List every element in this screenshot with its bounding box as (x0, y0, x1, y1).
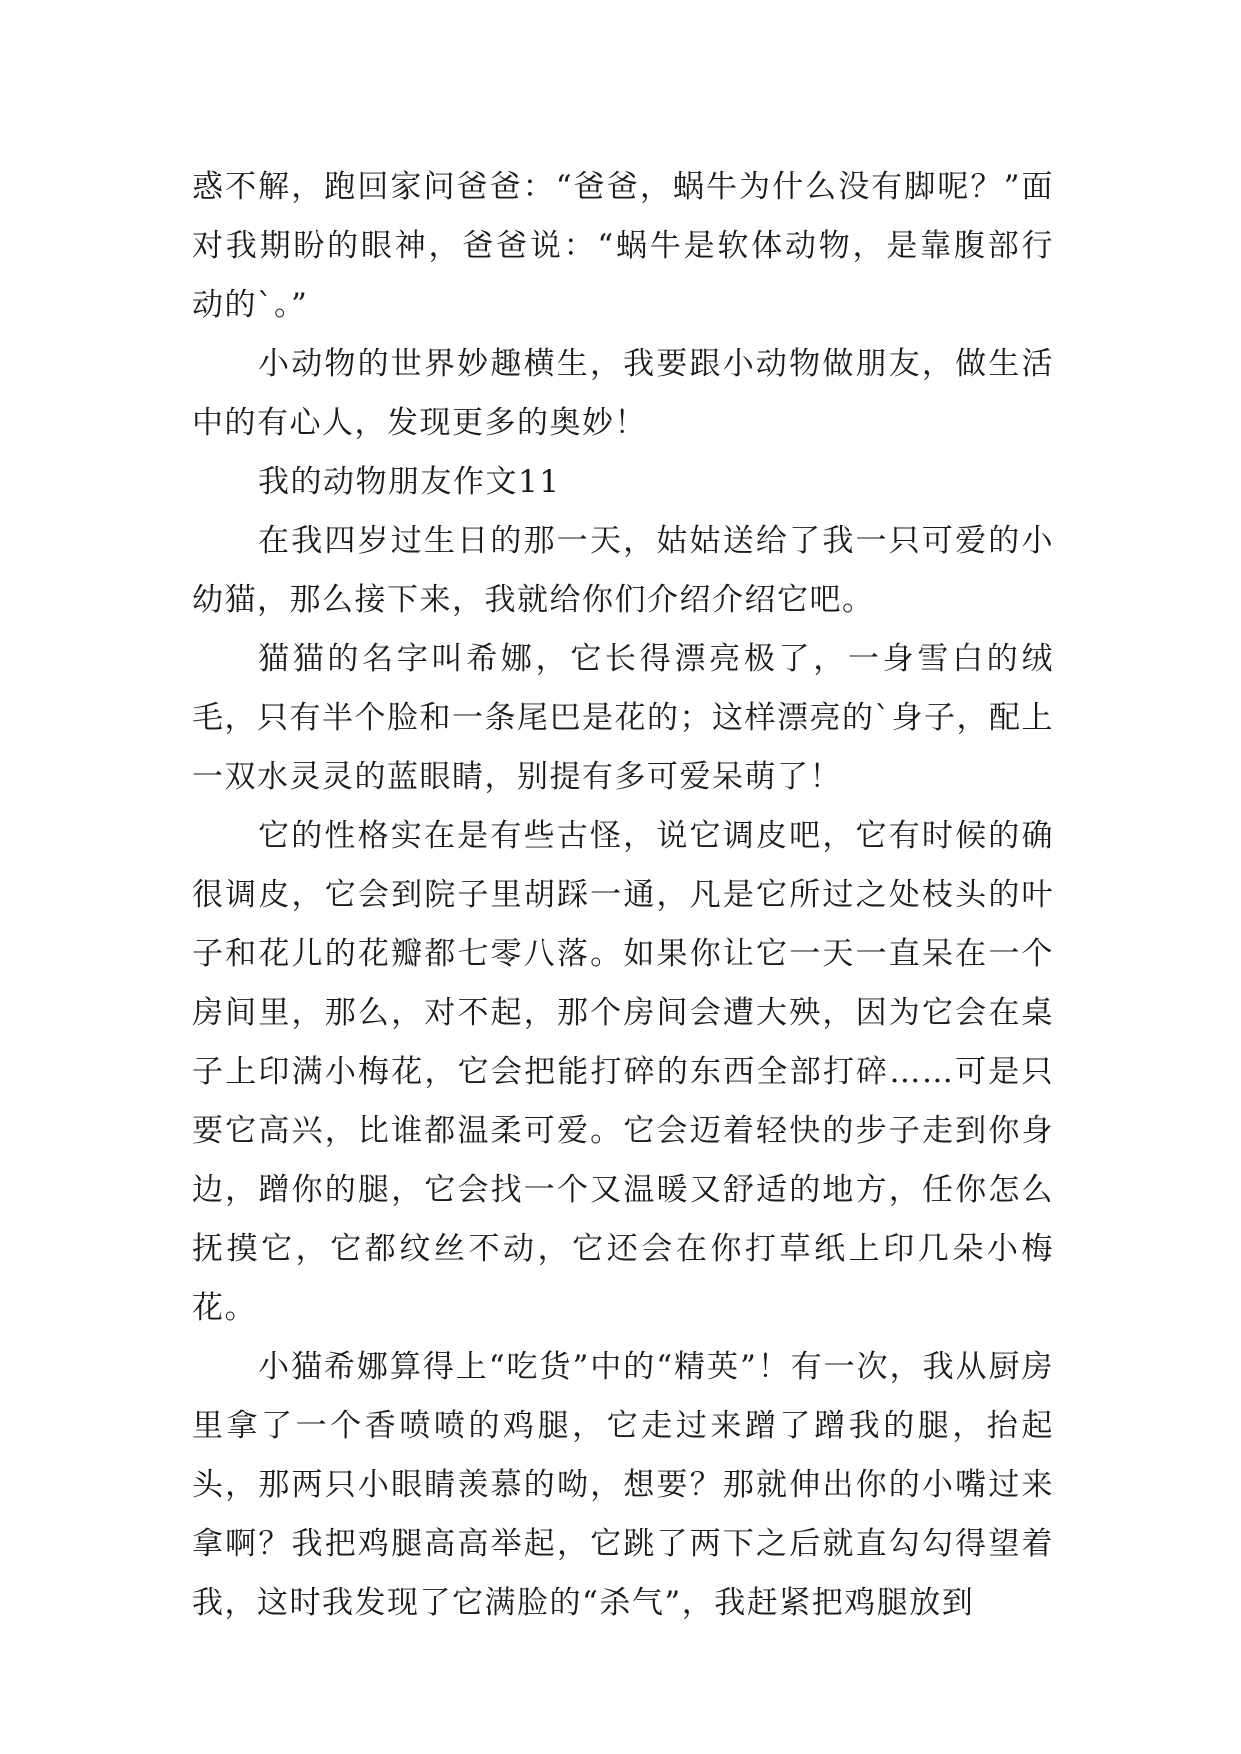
paragraph-personality: 它的性格实在是有些古怪，说它调皮吧，它有时候的确很调皮，它会到院子里胡踩一通，凡是它所过之处枝头的叶子和花儿的花瓣都七零八落。如果你让它一天一直呆在一个房间里，那么，对不起，那个房间会遭大殃，因为它会在桌子上印满小梅花，它会把能打碎的东西全部打碎……可是只要它高兴，比谁都温柔可爱。它会迈着轻快的步子走到你身边，蹭你的腿，它会找一个又温暖又舒适的地方，任你怎么抚摸它，它都纹丝不动，它还会在你打草纸上印几朵小梅花。 (192, 818, 1054, 1326)
document-body (192, 158, 1054, 1633)
paragraph-continuation: 惑不解，跑回家问爸爸：“爸爸，蜗牛为什么没有脚呢？”面对我期盼的眼神，爸爸说：“蜗牛是软体动物，是靠腹部行动的`。” (192, 169, 1054, 323)
paragraph-intro: 在我四岁过生日的那一天，姑姑送给了我一只可爱的小幼猫，那么接下来，我就给你们介绍介绍它吧。 (192, 523, 1054, 618)
paragraph-conclusion: 小动物的世界妙趣横生，我要跟小动物做朋友，做生活中的有心人，发现更多的奥妙！ (192, 346, 1054, 441)
essay-title: 我的动物朋友作文11 (258, 464, 561, 500)
paragraph-appearance: 猫猫的名字叫希娜，它长得漂亮极了，一身雪白的绒毛，只有半个脸和一条尾巴是花的；这样漂亮的`身子，配上一双水灵灵的蓝眼睛，别提有多可爱呆萌了！ (192, 641, 1054, 795)
paragraph-foodie: 小猫希娜算得上“吃货”中的“精英”！有一次，我从厨房里拿了一个香喷喷的鸡腿，它走过来蹭了蹭我的腿，抬起头，那两只小眼睛羡慕的呦，想要？那就伸出你的小嘴过来拿啊？我把鸡腿高高举起，它跳了两下之后就直勾勾得望着我，这时我发现了它满脸的“杀气”，我赶紧把鸡腿放到 (192, 1349, 1054, 1621)
